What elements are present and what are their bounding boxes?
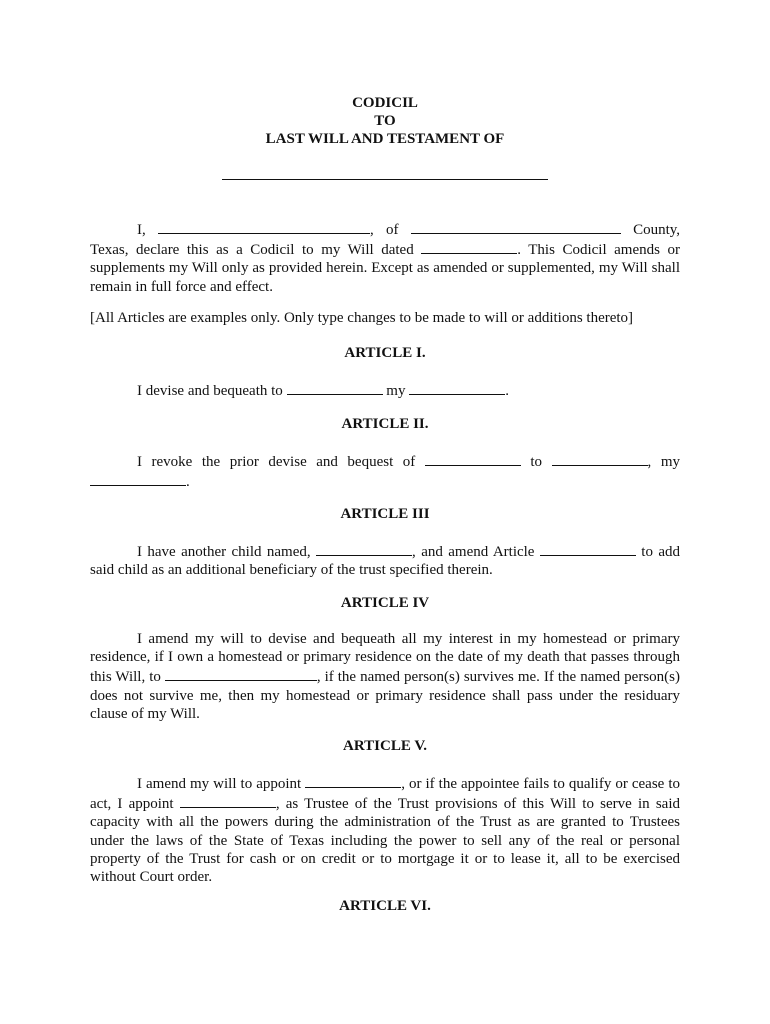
article-5-text-c: , as Trustee of the Trust provisions of this Will to serve in said capacity with all the powers during the administration of the Trust as are granted to Trustees under the laws of the State of Texas including the power to sell any of the real or personal property of the Trust for cash or on credit or to mortgage it or to lease it, all to be exercised without Court order. [90, 796, 681, 886]
county-blank [411, 219, 621, 234]
testator-name-blank [158, 219, 370, 234]
child-name-blank [316, 541, 412, 556]
article-5-text [90, 773, 680, 886]
article-5-heading: ARTICLE V. [343, 738, 427, 754]
article-number-blank [540, 541, 636, 556]
will-date-blank [421, 239, 517, 254]
intro-text-rest: . This Codicil amends or supplements my Will only as provided herein. Except as amended or supplemented, my Will shall remain in full force and effect. [90, 242, 680, 295]
appointee-blank [305, 773, 401, 788]
article-2-text-a: I revoke the prior devise and bequest of [137, 454, 416, 470]
intro-text-county: County, [633, 222, 681, 238]
article-1-text-c: . [505, 383, 509, 399]
bequest-blank [409, 380, 505, 395]
intro-text-texas: Texas, declare this as a Codicil to my Will dated [90, 242, 414, 259]
intro-text-of: , of [370, 222, 399, 238]
article-1-text [90, 380, 680, 400]
articles-note: [All Articles are examples only. Only type changes to be made to will or additions thereto] [90, 310, 634, 326]
intro-text-i: I, [137, 222, 146, 238]
article-1-text-b: my [386, 383, 406, 399]
article-1-heading: ARTICLE I. [344, 345, 426, 361]
article-2-heading: ARTICLE II. [341, 416, 429, 432]
article-2-text-d: . [186, 474, 190, 491]
article-3-text-a: I have another child named, [137, 544, 311, 560]
article-2-text-c: , my [647, 454, 680, 470]
article-3-text-c: to add said child as an additional beneficiary of the trust specified therein. [90, 544, 681, 579]
article-4-text-b: , if the named person(s) survives me. If the named person(s) does not survive me, then my homestead or primary residence shall pass under the residuary clause of my Will. [90, 669, 680, 722]
devisee-blank [287, 380, 383, 395]
article-3-text-b: , and amend Article [412, 544, 535, 560]
title-to: TO [374, 113, 396, 129]
article-5-text-b: , or if the appointee fails to qualify or cease to act, I appoint [90, 776, 681, 813]
article-5-text-a: I amend my will to appoint [137, 776, 302, 792]
article-4-text [90, 630, 680, 723]
article-3-heading: ARTICLE III [340, 506, 430, 522]
revoked-recipient-blank [552, 451, 648, 466]
article-6-heading: ARTICLE VI. [339, 898, 431, 914]
article-2-text [90, 451, 680, 491]
article-2-text-b: to [530, 454, 543, 470]
title-codicil: CODICIL [352, 95, 418, 111]
article-4-heading: ARTICLE IV [340, 595, 430, 611]
article-4-text-a: I amend my will to devise and bequeath all my interest in my homestead or primary residence, if I own a homestead or primary residence on the date of my death that passes through this Will, to [90, 631, 680, 686]
article-1-text-a: I devise and bequeath to [137, 383, 283, 399]
revoked-bequest-blank [425, 451, 521, 466]
homestead-recipient-blank [165, 666, 317, 681]
intro-paragraph [90, 219, 680, 296]
testator-name-line [222, 179, 548, 180]
relation-blank [90, 471, 186, 486]
alternate-appointee-blank [180, 793, 276, 808]
article-3-text [90, 541, 680, 579]
title-last-will: LAST WILL AND TESTAMENT OF [265, 131, 505, 147]
